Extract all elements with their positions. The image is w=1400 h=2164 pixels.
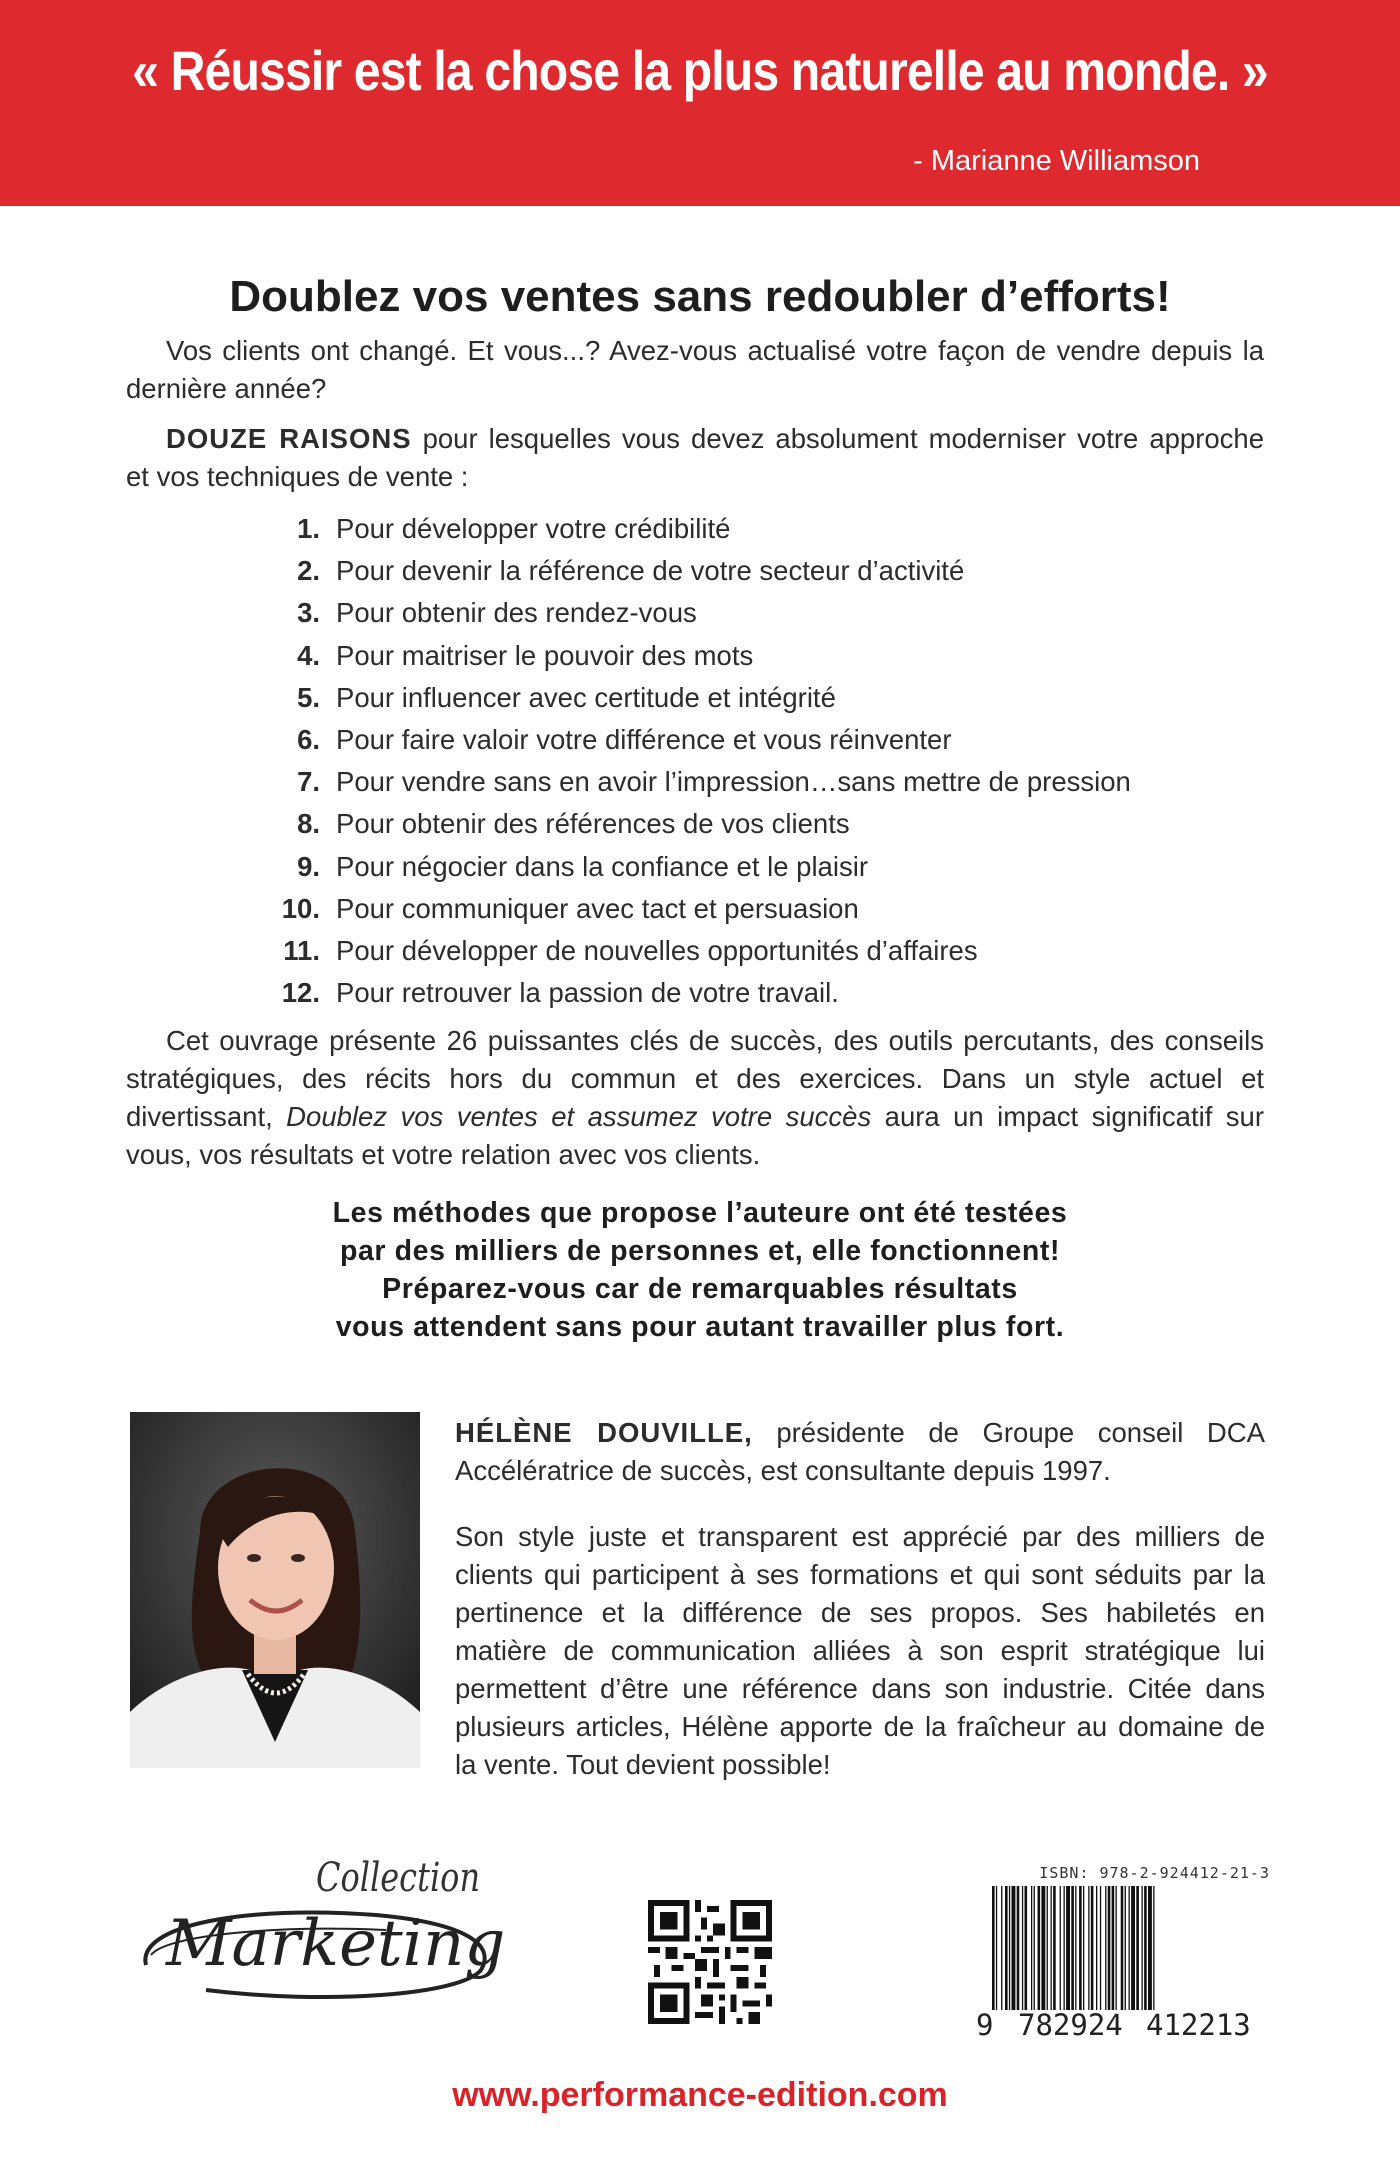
barcode-bar (1096, 1886, 1097, 2010)
barcode-bar (1022, 1886, 1023, 2010)
barcode-bar (1100, 1886, 1101, 2010)
list-item: 10. Pour communiquer avec tact et persuasion (281, 892, 859, 924)
list-item: 11. Pour développer de nouvelles opportunités d’affaires (283, 934, 978, 966)
list-item: 8. Pour obtenir des références de vos clients (297, 808, 850, 840)
book-description: Cet ouvrage présente 26 puissantes clés de succès, des outils percutants, des conseils stratégiques, des récits hors du commun et des exercices. Dans un style actuel et divertissant, Doublez vos ventes et assumez votre succès aura un impact significatif sur vous, vos résultats et votre relation avec vos clients. (126, 1025, 1264, 1170)
barcode-bar (1009, 1886, 1010, 2010)
qr-code[interactable] (648, 1900, 772, 2024)
barcode-bar (1071, 1886, 1074, 2010)
barcode-bar (1116, 1886, 1117, 2010)
barcode-bar (1005, 1886, 1008, 2010)
barcode-bar (1105, 1886, 1106, 2010)
logo-collection-text: Collection (316, 1855, 481, 1901)
barcode-bar (1112, 1886, 1115, 2010)
intro-paragraph: Vos clients ont changé. Et vous...? Avez-vous actualisé votre façon de vendre depuis la dernière année? (126, 335, 1264, 404)
list-item: 3. Pour obtenir des rendez-vous (297, 597, 697, 629)
list-item: 6. Pour faire valoir votre différence et vous réinventer (297, 723, 952, 755)
barcode-bar (1121, 1886, 1124, 2010)
barcode-bar (1088, 1886, 1089, 2010)
barcode-bar (1025, 1886, 1028, 2010)
barcode-bar (1066, 1886, 1070, 2010)
barcode-bar (1079, 1886, 1082, 2010)
isbn-barcode: ISBN: 978-2-924412-21-3 9 782924 412213 (976, 1864, 1270, 2042)
logo-marketing-text: Marketing (166, 1907, 506, 1981)
reasons-list (240, 508, 1131, 1014)
barcode-bar (1125, 1886, 1126, 2010)
list-item: 1. Pour développer votre crédibilité (297, 513, 731, 544)
banner-quote-author: - Marianne Williamson (913, 145, 1200, 177)
barcode-bar (1083, 1886, 1084, 2010)
author-intro: HÉLÈNE DOUVILLE, présidente de Groupe conseil DCA Accélératrice de succès, est consultante depuis 1997. (455, 1417, 1265, 1486)
barcode-bar (1017, 1886, 1020, 2010)
collection-marketing-logo (126, 1855, 506, 2005)
quote-banner (0, 0, 1400, 206)
barcode-bar (1060, 1886, 1061, 2010)
barcode-bar (1012, 1886, 1016, 2010)
isbn-number: ISBN: 978-2-924412-21-3 (1039, 1864, 1270, 1882)
barcode-bar (1131, 1886, 1135, 2010)
publisher-website-link[interactable]: www.performance-edition.com (452, 2076, 948, 2114)
barcode-bar (1051, 1886, 1052, 2010)
barcode-bar (1001, 1886, 1002, 2010)
barcode-bar (992, 1886, 995, 2010)
barcode-bar (1031, 1886, 1032, 2010)
author-photo-illustration (130, 1412, 420, 1768)
list-item: 4. Pour maitriser le pouvoir des mots (297, 639, 754, 671)
barcode-bar (1148, 1886, 1152, 2010)
barcode-bar (1047, 1886, 1048, 2010)
barcode-bar (1153, 1886, 1154, 2010)
barcode-bar (1142, 1886, 1143, 2010)
barcode-bar (1041, 1886, 1045, 2010)
twelve-reasons-lead: DOUZE RAISONS (166, 423, 412, 454)
list-item: 7. Pour vendre sans en avoir l’impression…sans mettre de pression (297, 766, 1131, 798)
barcode-bar (1064, 1886, 1065, 2010)
barcode-bar (1038, 1886, 1041, 2010)
list-item: 9. Pour négocier dans la confiance et le plaisir (297, 850, 868, 882)
author-name: HÉLÈNE DOUVILLE, (455, 1417, 753, 1448)
book-title-italic: Doublez vos ventes et assumez votre succès (286, 1101, 872, 1132)
barcode-bar (1075, 1886, 1076, 2010)
list-item: 12. Pour retrouver la passion de votre travail. (281, 977, 839, 1009)
barcode-bar (1129, 1886, 1130, 2010)
barcode-bar (996, 1886, 997, 2010)
twelve-reasons-text: pour lesquelles vous devez absolument moderniser votre approche et vos techniques de vente : (126, 423, 1264, 492)
barcode-bar (1108, 1886, 1111, 2010)
barcode-bar (1136, 1886, 1139, 2010)
barcode-bar (1053, 1886, 1056, 2010)
twelve-reasons-paragraph (126, 420, 1264, 496)
author-portrait (130, 1412, 420, 1768)
barcode-bar (1034, 1886, 1035, 2010)
list-item: 2. Pour devenir la référence de votre secteur d’activité (297, 555, 965, 587)
barcode-bars (992, 1886, 1270, 2010)
banner-quote: « Réussir est la chose la plus naturelle au monde. » (132, 39, 1268, 102)
list-item: 5. Pour influencer avec certitude et intégrité (297, 681, 836, 713)
book-headline: Doublez vos ventes sans redoubler d’efforts! (229, 272, 1171, 321)
author-biography: Son style juste et transparent est apprécié par des milliers de clients qui participent à ses formations et qui sont séduits par la pertinence et la différence de ses propos. Ses habiletés en matière de communication alliées à son esprit stratégique lui permettent d’être une référence dans son industrie. Citée dans plusieurs articles, Hélène apporte de la fraîcheur au domaine de la vente. Tout devient possible! (455, 1521, 1265, 1780)
methods-statement: Les méthodes que propose l’auteure ont été testées par des milliers de personnes et, elle fonctionnent! Préparez-vous car de remarquables résultats vous attendent sans pour autant travailler plus fort. (332, 1197, 1068, 1343)
barcode-bar (1091, 1886, 1094, 2010)
barcode-bar (1144, 1886, 1147, 2010)
